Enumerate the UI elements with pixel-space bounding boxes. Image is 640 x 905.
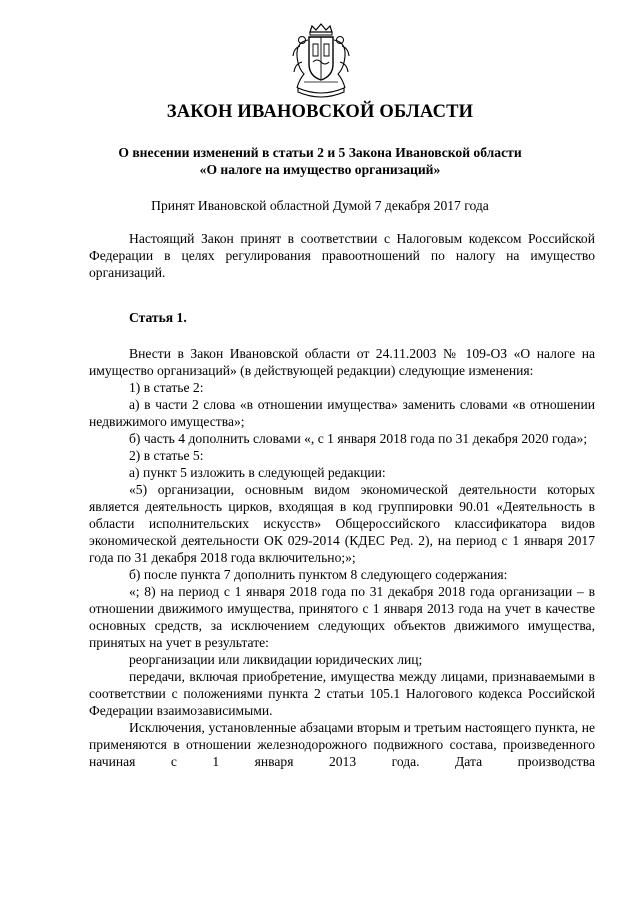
paragraph: а) в части 2 слова «в отношении имущества» заменить словами «в отношении недвижимого имущества»; — [89, 397, 595, 429]
paragraph: 1) в статье 2: — [129, 380, 204, 395]
article-heading: Статья 1. — [129, 310, 187, 325]
paragraph: б) после пункта 7 дополнить пунктом 8 следующего содержания: — [129, 567, 508, 582]
paragraph: 2) в статье 5: — [129, 448, 204, 463]
subtitle-line-2: «О налоге на имущество организаций» — [199, 162, 441, 177]
intro-paragraph: Настоящий Закон принят в соответствии с Налоговым кодексом Российской Федерации в целях регулирования правоотношений по налогу на имущество организаций. — [89, 231, 595, 280]
adoption-note: Принят Ивановской областной Думой 7 декабря 2017 года — [151, 198, 489, 213]
law-body — [89, 230, 595, 770]
paragraph: б) часть 4 дополнить словами «, с 1 января 2018 года по 31 декабря 2020 года»; — [129, 431, 588, 446]
paragraph: Исключения, установленные абзацами вторым и третьим настоящего пункта, не применяются в отношении железнодорожного подвижного состава, произведенного начиная с 1 января 2013 года. Дата производства — [89, 720, 595, 769]
paragraph: «; 8) на период с 1 января 2018 года по 31 декабря 2018 года организации – в отношении движимого имущества, принятого с 1 января 2013 года на учет в качестве основных средств, за исключением следующих объектов движимого имущества, принятых на учет в результате: — [89, 584, 595, 650]
law-subtitle — [60, 144, 580, 178]
coat-of-arms-emblem — [290, 22, 352, 100]
paragraph: реорганизации или ликвидации юридических лиц; — [129, 652, 423, 667]
paragraph: Внести в Закон Ивановской области от 24.11.2003 № 109-ОЗ «О налоге на имущество организаций» (в действующей редакции) следующие изменения: — [89, 346, 595, 378]
subtitle-line-1: О внесении изменений в статьи 2 и 5 Закона Ивановской области — [118, 145, 522, 160]
paragraph: передачи, включая приобретение, имущества между лицами, признаваемыми в соответствии с положениями пункта 2 статьи 105.1 Налогового кодекса Российской Федерации взаимозависимыми. — [89, 669, 595, 718]
law-title: ЗАКОН ИВАНОВСКОЙ ОБЛАСТИ — [166, 102, 474, 122]
paragraph: а) пункт 5 изложить в следующей редакции: — [129, 465, 386, 480]
paragraph: «5) организации, основным видом экономической деятельности которых является деятельность цирков, входящая в код группировки 90.01 «Деятельность в области исполнительских искусств» Общероссийского классификатора видов экономической деятельности ОК 029-2014 (КДЕС Ред. 2), на период с 1 января 2017 года по 31 декабря 2018 года включительно;»; — [89, 482, 595, 565]
